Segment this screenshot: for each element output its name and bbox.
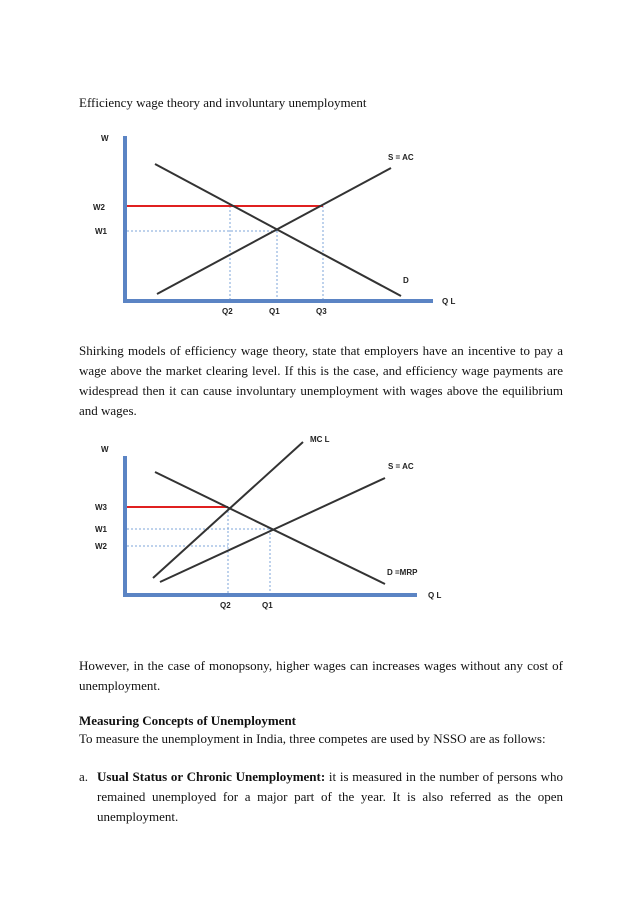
figure1-demand-label: D — [403, 276, 409, 285]
figure2-demand-curve — [155, 472, 385, 584]
figure1-q3-label: Q3 — [316, 307, 327, 316]
figure2-x-label: Q L — [428, 591, 442, 600]
figure2-mcl-curve — [153, 442, 303, 578]
figure1-w2-label: W2 — [93, 203, 105, 212]
list-item-body — [97, 767, 563, 827]
section-heading: Measuring Concepts of Unemployment — [79, 713, 297, 728]
figure2-q2-label: Q2 — [220, 601, 231, 610]
list-item — [79, 767, 563, 827]
figure2-w2-label: W2 — [95, 542, 107, 551]
figure1-x-label: Q L — [442, 297, 456, 306]
figure2-y-label: W — [101, 445, 109, 454]
list-item-text: it is measured in the number of persons who remained unemployed for a major part of the year. It is also referred as the open unemployment. — [97, 769, 563, 824]
section1-title: Efficiency wage theory and involuntary unemployment — [79, 95, 367, 110]
figure1-supply-label: S = AC — [388, 153, 414, 162]
list-item-term: Usual Status or Chronic Unemployment: — [97, 769, 326, 784]
paragraph2: However, in the case of monopsony, higher wages can increases wages without any cost of unemployment. — [79, 658, 563, 693]
figure1-w1-label: W1 — [95, 227, 107, 236]
figure1-y-label: W — [101, 134, 109, 143]
figure1-q1-label: Q1 — [269, 307, 280, 316]
figure2-w1-label: W1 — [95, 525, 107, 534]
paragraph3: To measure the unemployment in India, three competes are used by NSSO are as follows: — [79, 731, 546, 746]
figure1-chart — [85, 126, 490, 322]
figure2-q1-label: Q1 — [262, 601, 273, 610]
paragraph1: Shirking models of efficiency wage theory, state that employers have an incentive to pay a wage above the market clearing level. If this is the case, and efficiency wage payments are widespread then it can cause involuntary unemployment with wages above the equilibrium and wages. — [79, 343, 563, 418]
figure2-w3-label: W3 — [95, 503, 107, 512]
figure1-q2-label: Q2 — [222, 307, 233, 316]
list-marker: a. — [79, 769, 89, 784]
figure2-chart — [85, 432, 465, 610]
figure2-supply-label: S = AC — [388, 462, 414, 471]
figure2-demand-label: D =MRP — [387, 568, 418, 577]
figure2-mcl-label: MC L — [310, 435, 330, 444]
